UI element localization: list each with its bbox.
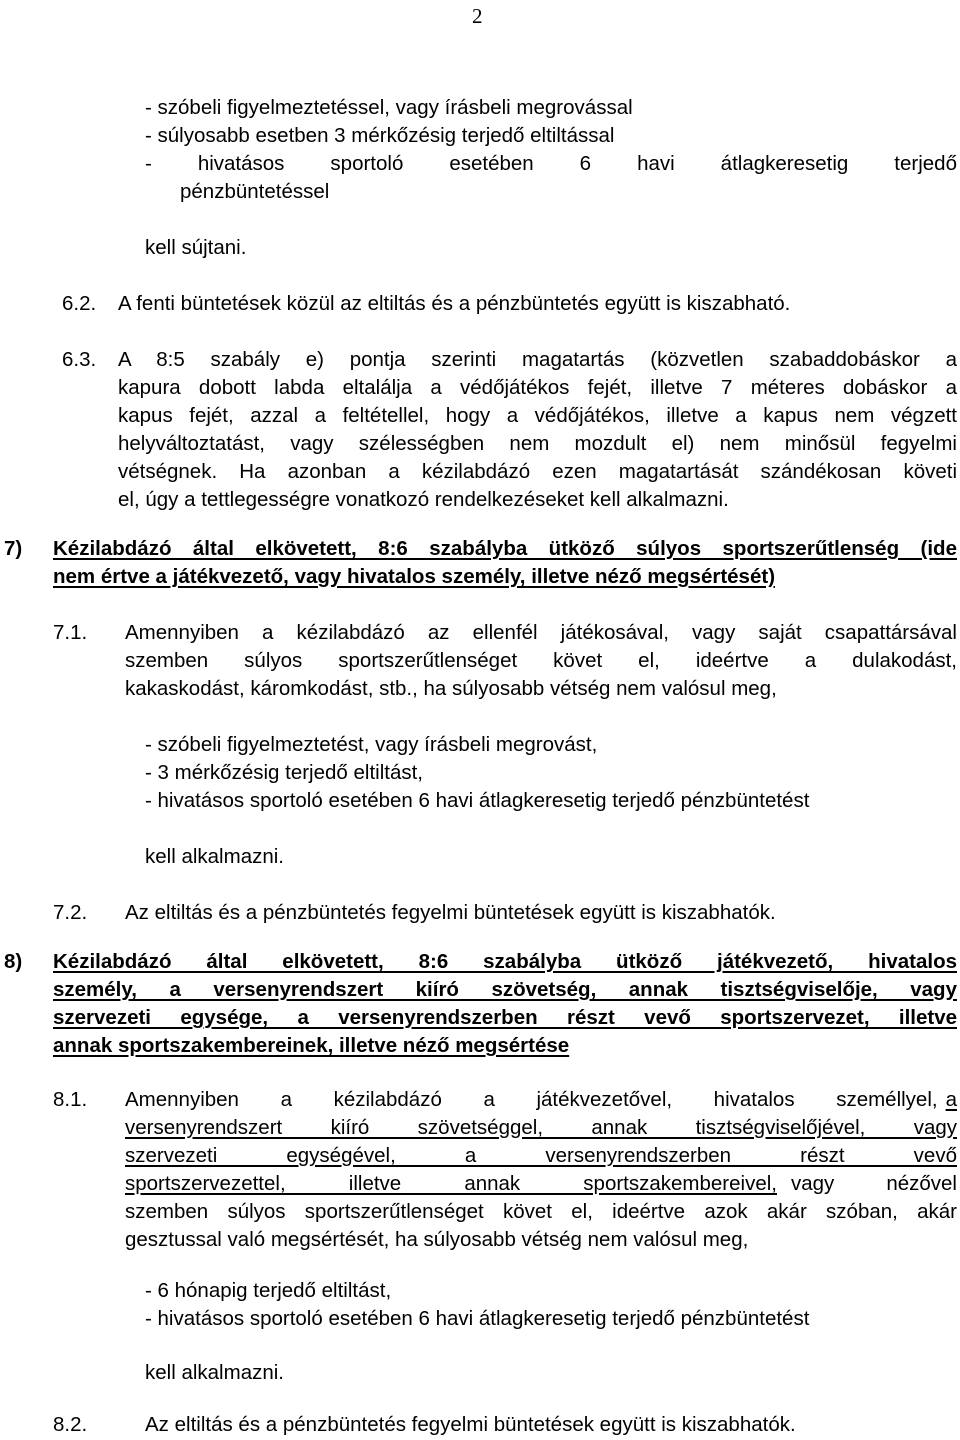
paragraph-closing: kell sújtani. xyxy=(145,236,247,259)
section-line: kapus fejét, azzal a feltétellel, hogy a védőjátékos, illetve a kapus nem végzett xyxy=(118,404,957,427)
section-number: 6.3. xyxy=(62,348,97,371)
list-item: - hivatásos sportoló esetében 6 havi átlagkeresetig terjedő pénzbüntetést xyxy=(145,1307,810,1330)
section-line-underlined: szervezeti egységével, a versenyrendszerben részt vevő xyxy=(125,1144,957,1167)
list-item: - 6 hónapig terjedő eltiltást, xyxy=(145,1279,392,1302)
section-line xyxy=(125,1086,957,1114)
section-number: 8.1. xyxy=(53,1088,88,1111)
section-text: Az eltiltás és a pénzbüntetés fegyelmi büntetések együtt is kiszabhatók. xyxy=(145,1413,796,1436)
section-line: szemben súlyos sportszerűtlenséget követ el, ideértve a dulakodást, xyxy=(125,649,957,672)
list-item: - hivatásos sportoló esetében 6 havi átlagkeresetig terjedő xyxy=(145,152,957,175)
list-item: - szóbeli figyelmeztetést, vagy írásbeli megrovást, xyxy=(145,733,598,756)
section-line xyxy=(125,1170,957,1198)
page-number: 2 xyxy=(472,4,483,28)
section-number: 8.2. xyxy=(53,1413,88,1436)
heading-line: Kézilabdázó által elkövetett, 8:6 szabályba ütköző súlyos sportszerűtlenség (ide xyxy=(53,537,957,560)
heading-line: annak sportszakembereinek, illetve néző megsértése xyxy=(53,1034,570,1057)
section-number: 7.1. xyxy=(53,621,88,644)
section-line: kakaskodást, káromkodást, stb., ha súlyosabb vétség nem valósul meg, xyxy=(125,677,777,700)
section-line: kapura dobott labda eltalálja a védőjátékos fejét, illetve 7 méteres dobáskor a xyxy=(118,376,957,399)
section-text: vagy nézővel xyxy=(791,1172,957,1195)
list-item: - szóbeli figyelmeztetéssel, vagy írásbeli megrovással xyxy=(145,96,633,119)
list-item-continuation: pénzbüntetéssel xyxy=(180,180,330,203)
section-text-underlined: a xyxy=(945,1088,957,1111)
paragraph-closing: kell alkalmazni. xyxy=(145,845,284,868)
paragraph-closing: kell alkalmazni. xyxy=(145,1361,284,1384)
section-line: szemben súlyos sportszerűtlenséget követ el, ideértve azok akár szóban, akár xyxy=(125,1200,957,1223)
section-text: A fenti büntetések közül az eltiltás és a pénzbüntetés együtt is kiszabható. xyxy=(118,292,791,315)
section-line: gesztussal való megsértését, ha súlyosabb vétség nem valósul meg, xyxy=(125,1228,749,1251)
section-line: A 8:5 szabály e) pontja szerinti magatartás (közvetlen szabaddobáskor a xyxy=(118,348,957,371)
heading-number: 8) xyxy=(4,950,23,973)
heading-line: Kézilabdázó által elkövetett, 8:6 szabályba ütköző játékvezető, hivatalos xyxy=(53,950,957,973)
section-number: 7.2. xyxy=(53,901,88,924)
section-line: Amennyiben a kézilabdázó az ellenfél játékosával, vagy saját csapattársával xyxy=(125,621,957,644)
section-line: el, úgy a tettlegességre vonatkozó rendelkezéseket kell alkalmazni. xyxy=(118,488,729,511)
section-text: Amennyiben a kézilabdázó a játékvezetővel, hivatalos személlyel, xyxy=(125,1088,938,1111)
list-item: - 3 mérkőzésig terjedő eltiltást, xyxy=(145,761,424,784)
list-item: - súlyosabb esetben 3 mérkőzésig terjedő eltiltással xyxy=(145,124,615,147)
section-text: Az eltiltás és a pénzbüntetés fegyelmi büntetések együtt is kiszabhatók. xyxy=(125,901,776,924)
heading-number: 7) xyxy=(4,537,23,560)
list-item: - hivatásos sportoló esetében 6 havi átlagkeresetig terjedő pénzbüntetést xyxy=(145,789,810,812)
section-line-underlined: versenyrendszert kiíró szövetséggel, annak tisztségviselőjével, vagy xyxy=(125,1116,957,1139)
heading-line: szervezeti egysége, a versenyrendszerben részt vevő sportszervezet, illetve xyxy=(53,1006,957,1029)
section-text-underlined: sportszervezettel, illetve annak sportszakembereivel, xyxy=(125,1172,777,1195)
section-line: vétségnek. Ha azonban a kézilabdázó ezen magatartását szándékosan követi xyxy=(118,460,957,483)
heading-line: személy, a versenyrendszert kiíró szövetség, annak tisztségviselője, vagy xyxy=(53,978,957,1001)
section-line: helyváltoztatást, vagy szélességben nem mozdult el) nem minősül fegyelmi xyxy=(118,432,957,455)
section-number: 6.2. xyxy=(62,292,97,315)
heading-line: nem értve a játékvezető, vagy hivatalos személy, illetve néző megsértését) xyxy=(53,565,776,588)
